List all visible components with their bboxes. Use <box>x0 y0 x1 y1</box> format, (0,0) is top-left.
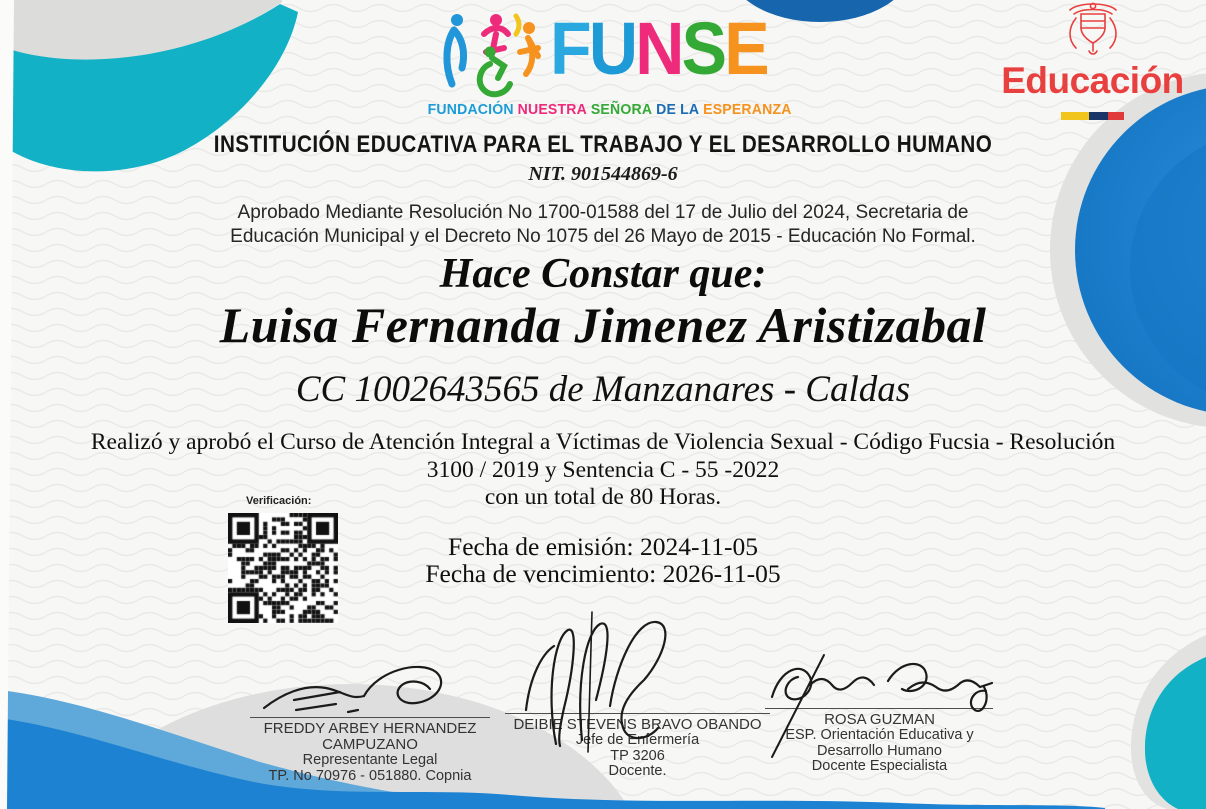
signature-3-block: ROSA GUZMAN ESP. Orientación Educativa y Desarrollo Humano Docente Especialista <box>752 712 1007 775</box>
issue-date-value: 2024-11-05 <box>639 532 758 561</box>
signature-2-role: Jefe de Enfermería <box>575 732 700 748</box>
colombia-flag-bar <box>1061 112 1125 120</box>
coat-of-arms-icon <box>1062 0 1124 58</box>
signature-2-scribble <box>512 610 722 760</box>
funse-letter: E <box>724 7 768 90</box>
institution-title: INSTITUCIÓN EDUCATIVA PARA EL TRABAJO Y EL DESARROLLO HUMANO <box>213 131 993 158</box>
educacion-logo <box>990 0 1195 120</box>
educacion-label: Educación <box>1001 60 1184 101</box>
expiry-date-value: 2026-11-05 <box>662 559 781 588</box>
signature-2-name: DEIBIE STEVENS BRAVO OBANDO <box>513 716 762 733</box>
date-block <box>0 533 1206 587</box>
verification-label: Verificación: <box>246 495 312 507</box>
funse-subtitle-word: DE LA <box>656 102 700 118</box>
approval-line-1: Aprobado Mediante Resolución No 1700-01588 del 17 de Julio del 2024, Secretaria de <box>237 202 969 223</box>
signature-1-scribble <box>252 648 492 722</box>
funse-subtitle-word: FUNDACIÓN <box>427 102 514 118</box>
certificate-heading: Hace Constar que: <box>439 251 767 297</box>
funse-letter: F <box>550 7 589 90</box>
expiry-date-line: Fecha de vencimiento: 2026-11-05 <box>425 559 781 588</box>
funse-subtitle <box>426 102 793 118</box>
funse-wordmark <box>550 8 767 90</box>
funse-subtitle-word: ESPERANZA <box>703 102 792 118</box>
signature-3-role: ESP. Orientación Educativa y <box>785 727 974 743</box>
signature-1-role: Representante Legal <box>302 752 438 768</box>
signature-1-name: FREDDY ARBEY HERNANDEZ <box>263 720 477 737</box>
approval-text <box>0 201 1206 249</box>
funse-letter: U <box>588 7 636 90</box>
course-line-2: 3100 / 2019 y Sentencia C - 55 -2022 <box>426 456 780 483</box>
approval-line-2: Educación Municipal y el Decreto No 1075 del 26 Mayo de 2015 - Educación No Formal. <box>230 226 976 247</box>
funse-logo <box>420 8 798 118</box>
signature-2-block: DEIBIE STEVENS BRAVO OBANDO Jefe de Enfermería TP 3206 Docente. <box>495 717 780 780</box>
signature-1-block: FREDDY ARBEY HERNANDEZ CAMPUZANO Representante Legal TP. No 70976 - 051880. Copnia <box>236 721 504 784</box>
funse-subtitle-word: NUESTRA <box>517 102 587 118</box>
signature-3-scribble <box>758 645 1010 763</box>
student-id-line: CC 1002643565 de Manzanares - Caldas <box>295 369 911 410</box>
funse-figures-icon <box>432 8 550 104</box>
course-line-1: Realizó y aprobó el Curso de Atención Integral a Víctimas de Violencia Sexual - Código Fucsia - Resolución <box>90 429 1116 455</box>
funse-subtitle-word: SEÑORA <box>590 102 653 118</box>
institution-nit: NIT. 901544869-6 <box>528 163 678 185</box>
student-name: Luisa Fernanda Jimenez Aristizabal <box>219 297 987 353</box>
qr-code <box>228 513 338 623</box>
course-line-3: con un total de 80 Horas. <box>484 484 722 510</box>
course-description <box>0 429 1206 512</box>
issue-date-line: Fecha de emisión: 2024-11-05 <box>448 532 758 561</box>
funse-letter: N <box>635 7 682 90</box>
funse-letter: S <box>681 7 725 90</box>
signature-3-name: ROSA GUZMAN <box>824 711 935 728</box>
